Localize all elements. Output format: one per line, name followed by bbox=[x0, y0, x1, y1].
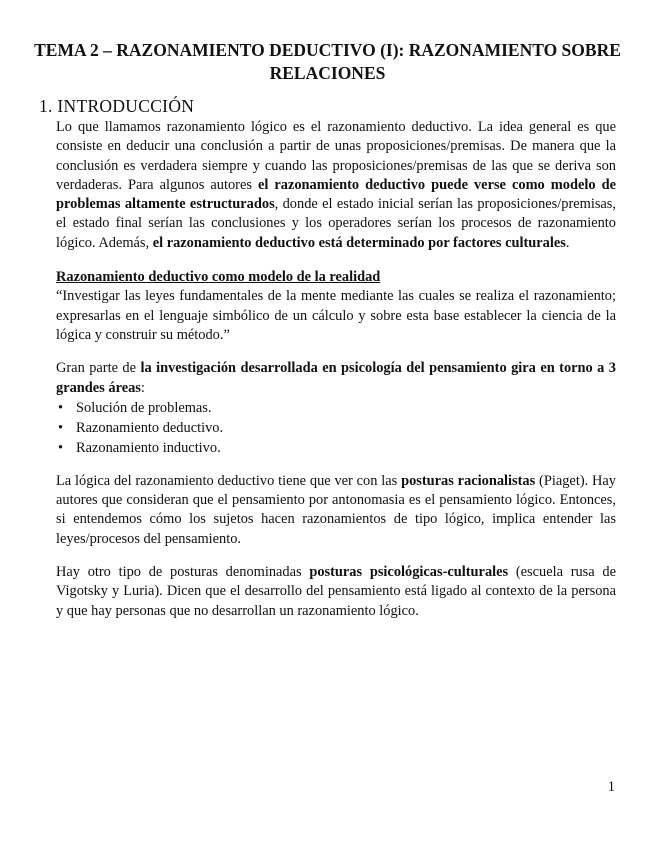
bullet-icon: • bbox=[58, 399, 64, 416]
racionalistas-text-2: (Piaget). Hay autores que consideran que el pensamiento por antonomasia es el pensamiento lógico. Entonces, si entendemos cómo los sujetos hacen razonamientos de tipo lógico, implica entender las leyes/procesos del pensamiento. bbox=[56, 472, 617, 547]
quote-paragraph: “Investigar las leyes fundamentales de la mente mediante las cuales se realiza el razonamiento; expresarlas en el lenguaje simbólico de un cálculo y sobre esta base establecer la ciencia de la lógica y construir su método.” bbox=[56, 288, 616, 343]
list-item bbox=[56, 418, 616, 438]
document-title: TEMA 2 – RAZONAMIENTO DEDUCTIVO (I): RAZONAMIENTO SOBRE RELACIONES bbox=[34, 40, 621, 83]
list-item-text: Solución de problemas. bbox=[76, 399, 212, 416]
racionalistas-bold: posturas racionalistas bbox=[401, 472, 536, 489]
culturales-paragraph bbox=[56, 563, 616, 621]
racionalistas-paragraph bbox=[56, 472, 616, 549]
bullet-icon: • bbox=[58, 419, 64, 436]
subheading: Razonamiento deductivo como modelo de la realidad bbox=[56, 269, 381, 286]
culturales-text-2: (escuela rusa de Vigotsky y Luria). Dicen que el desarrollo del pensamiento está ligado al contexto de la persona y que hay personas que no desarrollan un razonamiento lógico. bbox=[56, 564, 616, 619]
intro-paragraph bbox=[56, 118, 616, 253]
list-item bbox=[56, 438, 616, 458]
bullet-icon: • bbox=[58, 439, 64, 456]
intro-text-2: , donde el estado inicial serían las proposiciones/premisas, el estado final serían las conclusiones y los operadores serían los procesos de razonamiento lógico. Además, bbox=[56, 196, 617, 251]
areas-intro-text-1: Gran parte de bbox=[56, 360, 141, 377]
intro-bold-1: el razonamiento deductivo puede verse como modelo de problemas altamente estructurados bbox=[56, 176, 616, 213]
intro-text-1: Lo que llamamos razonamiento lógico es el razonamiento deductivo. La idea general es que consiste en deducir una conclusión a partir de unas proposiciones/premisas. De manera que la conclusión es verdadera siempre y cuando las proposiciones/premisas de las que se deriva son verdaderas. Para algunos autores bbox=[56, 119, 616, 193]
section-heading: 1. INTRODUCCIÓN bbox=[39, 96, 195, 116]
list-item-text: Razonamiento inductivo. bbox=[76, 439, 221, 456]
racionalistas-text-1: La lógica del razonamiento deductivo tiene que ver con las bbox=[56, 472, 402, 489]
list-item bbox=[56, 398, 616, 418]
document-body bbox=[56, 118, 616, 621]
areas-intro-text-2: : bbox=[140, 379, 145, 396]
culturales-text-1: Hay otro tipo de posturas denominadas bbox=[56, 564, 310, 581]
list-item-text: Razonamiento deductivo. bbox=[76, 419, 224, 436]
culturales-bold: posturas psicológicas-culturales bbox=[309, 564, 509, 581]
intro-text-3: . bbox=[565, 234, 570, 251]
areas-intro-bold: la investigación desarrollada en psicología del pensamiento gira en torno a 3 grandes áreas bbox=[56, 360, 617, 396]
areas-intro-paragraph bbox=[56, 359, 616, 398]
intro-bold-2: el razonamiento deductivo está determinado por factores culturales bbox=[152, 234, 566, 251]
page-number: 1 bbox=[607, 779, 615, 795]
areas-list bbox=[56, 398, 616, 458]
